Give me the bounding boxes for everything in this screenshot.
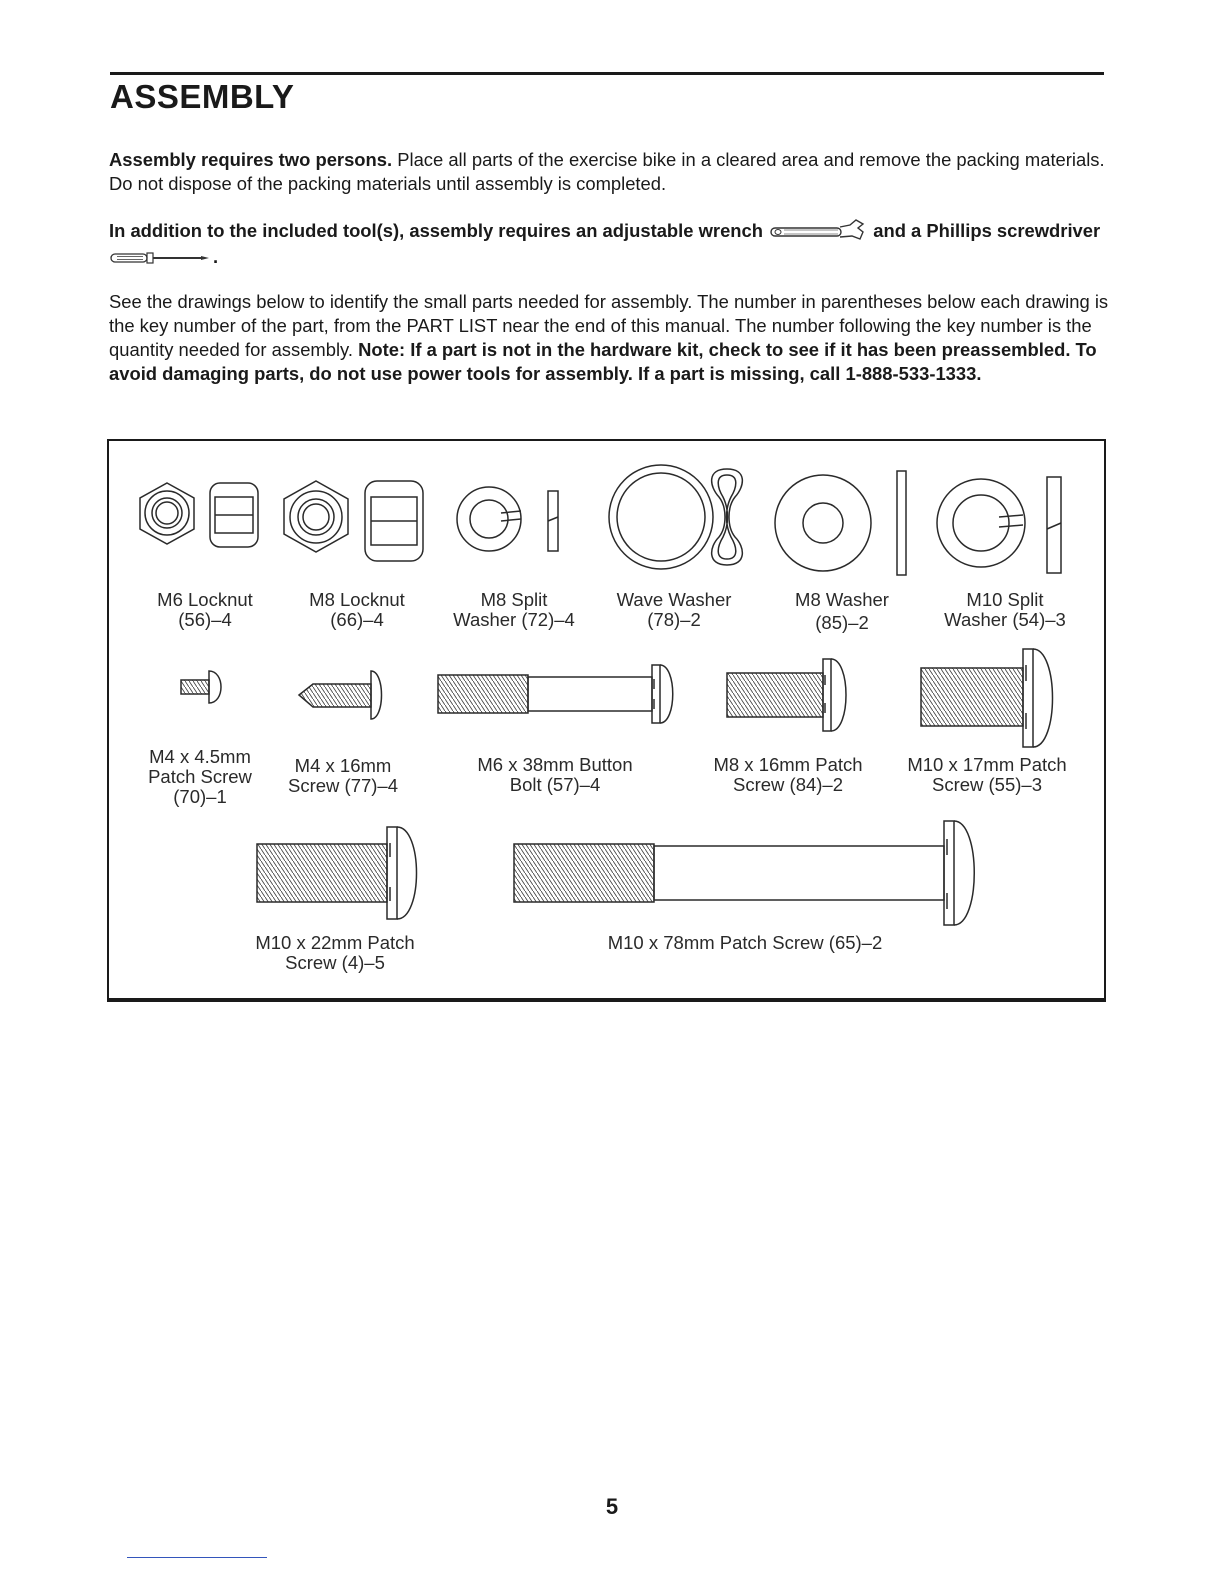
m10-78mm-patch-screw-drawing (514, 821, 974, 925)
hardware-parts-panel (107, 439, 1106, 1002)
part-label-m10-22mm-screw: M10 x 22mm Patch Screw (4)–5 (255, 932, 415, 973)
tools-text-b: and a Phillips screwdriver (873, 220, 1101, 241)
tools-paragraph (109, 219, 1109, 269)
part-label-m10-78mm-screw: M10 x 78mm Patch Screw (65)–2 (607, 932, 883, 953)
part-label-m10-split-washer: M10 Split Washer (54)–3 (944, 589, 1066, 630)
m8-split-washer-drawing (457, 487, 558, 551)
m8-washer-drawing (775, 471, 906, 575)
wave-washer-drawing (609, 465, 742, 569)
intro-paragraph (109, 148, 1109, 196)
m6-38mm-button-bolt-drawing (438, 665, 673, 723)
identify-paragraph (109, 290, 1109, 386)
m4-4-5mm-screw-drawing (181, 671, 221, 703)
page-title: ASSEMBLY (110, 78, 295, 115)
parts-drawings (109, 441, 1104, 998)
part-label-m4-4-5mm-screw: M4 x 4.5mm Patch Screw (70)–1 (148, 746, 252, 807)
m10-22mm-patch-screw-drawing (257, 827, 417, 919)
part-label-m4-16mm-screw: M4 x 16mm Screw (77)–4 (287, 755, 399, 796)
m10-17mm-patch-screw-drawing (921, 649, 1053, 747)
part-label-m8-16mm-screw: M8 x 16mm Patch Screw (84)–2 (713, 754, 863, 795)
intro-lead: Assembly requires two persons. (109, 149, 393, 170)
m8-16mm-patch-screw-drawing (727, 659, 846, 731)
adjustable-wrench-icon (768, 219, 868, 245)
header-rule (110, 72, 1104, 75)
page-number: 5 (605, 1494, 619, 1519)
m4-16mm-screw-drawing (299, 671, 382, 719)
m8-locknut-drawing (284, 481, 423, 561)
identify-note: Note: If a part is not in the hardware kit, check to see if it has been preassembled. To avoid damaging parts, do not use power tools for assembly. If a part is missing, call 1-888-533-1333. (109, 339, 1097, 384)
part-label-m6-locknut: M6 Locknut (56)–4 (157, 589, 253, 630)
tools-text-a: In addition to the included tool(s), assembly requires an adjustable wrench (109, 220, 763, 241)
identify-text: See the drawings below to identify the small parts needed for assembly. The number in parentheses below each drawing is the key number of the part, from the PART LIST near the end of this manual. The number following the key number is the quantity needed for assembly. (109, 291, 1109, 360)
part-label-m6-38mm-bolt: M6 x 38mm Button Bolt (57)–4 (477, 754, 633, 795)
part-label-m8-locknut: M8 Locknut (66)–4 (309, 589, 405, 630)
m10-split-washer-drawing (937, 477, 1061, 573)
intro-rest: Place all parts of the exercise bike in a cleared area and remove the packing materials. Do not dispose of the packing materials until assembly is completed. (109, 149, 1105, 194)
part-label-m8-split-washer: M8 Split Washer (72)–4 (453, 589, 575, 630)
tools-text-end: . (213, 246, 219, 268)
part-label-wave-washer: Wave Washer (78)–2 (616, 589, 732, 630)
part-label-m8-washer: M8 Washer (85)–2 (795, 589, 889, 633)
footer-rule (127, 1557, 267, 1558)
m6-locknut-drawing (140, 483, 258, 547)
phillips-screwdriver-icon (109, 251, 213, 265)
part-label-m10-17mm-screw: M10 x 17mm Patch Screw (55)–3 (907, 754, 1067, 795)
